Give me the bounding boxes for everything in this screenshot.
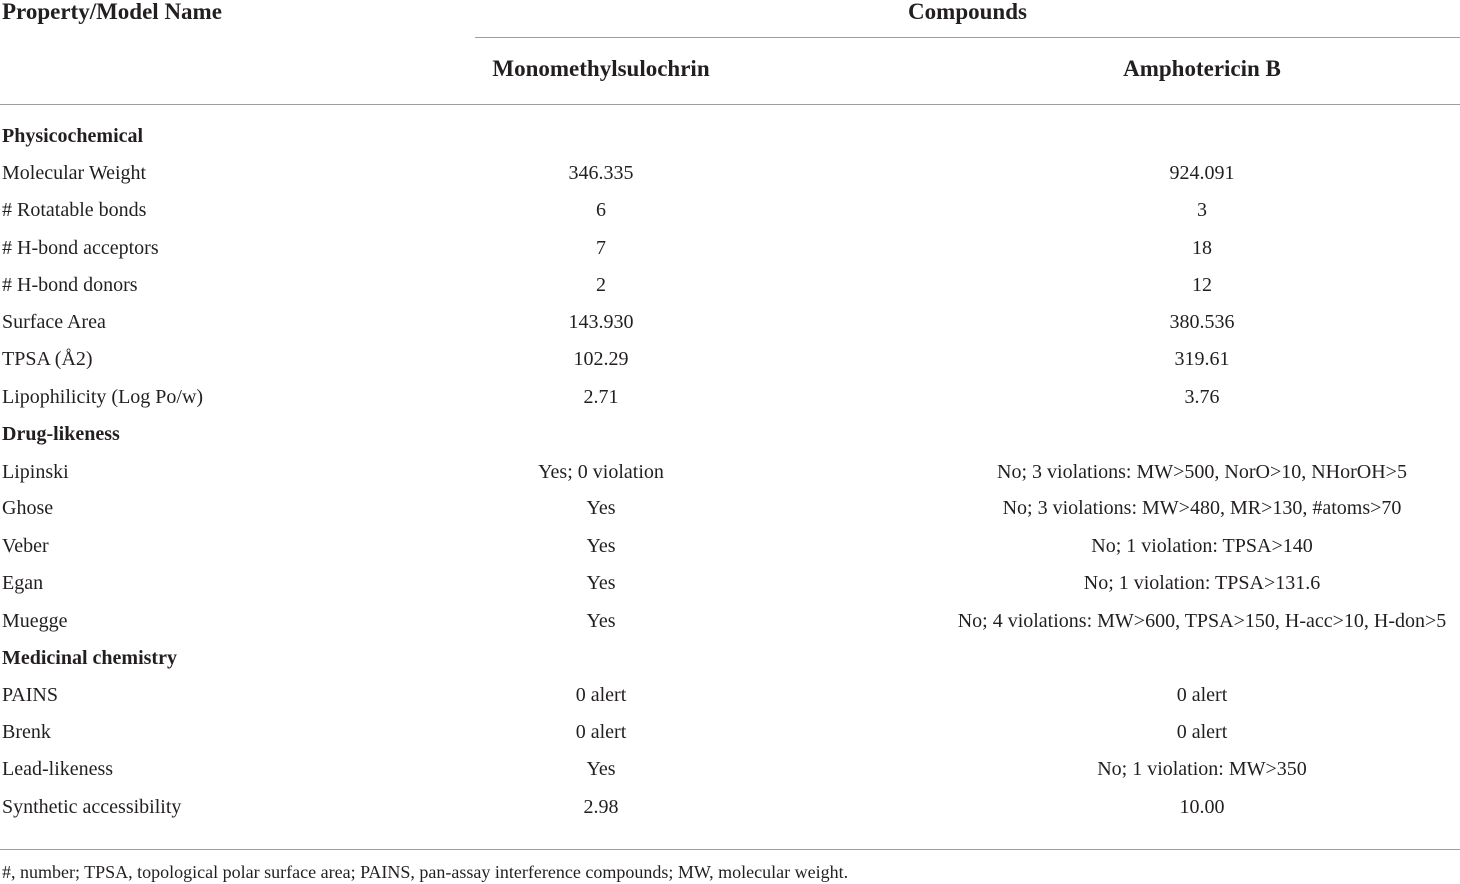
row-label: Synthetic accessibility bbox=[2, 796, 182, 818]
compound-1-header: Monomethylsulochrin bbox=[492, 56, 710, 81]
section-title-physicochemical: Physicochemical bbox=[2, 125, 144, 147]
row-value-compound-1: 2.98 bbox=[583, 796, 619, 818]
row-value-compound-2: No; 4 violations: MW>600, TPSA>150, H-acc>10, H-don>5 bbox=[957, 610, 1447, 632]
row-label: PAINS bbox=[2, 684, 58, 706]
row-value-compound-1: Yes bbox=[586, 497, 616, 519]
row-label: Lipinski bbox=[2, 461, 69, 483]
row-value-compound-1: 6 bbox=[596, 199, 606, 221]
row-value-compound-2: 12 bbox=[1192, 274, 1212, 296]
row-value-compound-2: 380.536 bbox=[1169, 311, 1235, 333]
row-value-compound-1: Yes bbox=[586, 535, 616, 557]
row-label: Lead-likeness bbox=[2, 758, 114, 780]
compound-2-header: Amphotericin B bbox=[1123, 56, 1281, 81]
row-value-compound-1: Yes; 0 violation bbox=[538, 461, 664, 483]
group-header-rule bbox=[475, 37, 1460, 38]
row-value-compound-1: 2.71 bbox=[583, 386, 619, 408]
row-value-compound-2: No; 3 violations: MW>480, MR>130, #atoms>70 bbox=[1002, 497, 1402, 519]
row-value-compound-2: 18 bbox=[1192, 237, 1212, 259]
row-label: Muegge bbox=[2, 610, 68, 632]
row-value-compound-2: No; 1 violation: TPSA>140 bbox=[1091, 535, 1313, 557]
row-value-compound-2: 924.091 bbox=[1169, 162, 1235, 184]
row-label: Ghose bbox=[2, 497, 54, 519]
table-bottom-rule bbox=[0, 849, 1460, 850]
row-value-compound-2: 10.00 bbox=[1179, 796, 1225, 818]
row-value-compound-1: Yes bbox=[586, 572, 616, 594]
row-label: Surface Area bbox=[2, 311, 106, 333]
row-label: # Rotatable bonds bbox=[2, 199, 147, 221]
row-label: Brenk bbox=[2, 721, 51, 743]
row-value-compound-1: 0 alert bbox=[575, 721, 627, 743]
row-value-compound-2: 319.61 bbox=[1174, 348, 1230, 370]
row-value-compound-2: No; 1 violation: MW>350 bbox=[1097, 758, 1307, 780]
row-label: Veber bbox=[2, 535, 49, 557]
row-label: Molecular Weight bbox=[2, 162, 147, 184]
property-column-header: Property/Model Name bbox=[2, 0, 222, 24]
row-value-compound-1: 143.930 bbox=[568, 311, 634, 333]
row-value-compound-1: 102.29 bbox=[573, 348, 629, 370]
section-title-drug-likeness: Drug-likeness bbox=[2, 423, 120, 445]
row-value-compound-1: 2 bbox=[596, 274, 606, 296]
row-value-compound-1: Yes bbox=[586, 758, 616, 780]
section-title-medicinal-chemistry: Medicinal chemistry bbox=[2, 647, 177, 669]
row-label: # H-bond donors bbox=[2, 274, 138, 296]
row-value-compound-2: No; 1 violation: TPSA>131.6 bbox=[1083, 572, 1321, 594]
row-value-compound-1: 0 alert bbox=[575, 684, 627, 706]
compounds-group-header: Compounds bbox=[908, 0, 1027, 24]
row-value-compound-2: 0 alert bbox=[1176, 684, 1228, 706]
row-label: Egan bbox=[2, 572, 44, 594]
row-label: Lipophilicity (Log Po/w) bbox=[2, 386, 204, 408]
row-value-compound-1: Yes bbox=[586, 610, 616, 632]
row-value-compound-2: No; 3 violations: MW>500, NorO>10, NHorOH>5 bbox=[997, 461, 1407, 483]
row-value-compound-2: 0 alert bbox=[1176, 721, 1228, 743]
row-value-compound-2: 3.76 bbox=[1184, 386, 1220, 408]
row-value-compound-1: 346.335 bbox=[568, 162, 634, 184]
header-bottom-rule bbox=[0, 104, 1460, 105]
row-value-compound-1: 7 bbox=[596, 237, 606, 259]
row-label: # H-bond acceptors bbox=[2, 237, 159, 259]
row-label: TPSA (Å2) bbox=[2, 348, 93, 370]
table-footnote: #, number; TPSA, topological polar surface area; PAINS, pan-assay interference compounds; MW, molecular weight. bbox=[2, 862, 849, 882]
row-value-compound-2: 3 bbox=[1197, 199, 1207, 221]
